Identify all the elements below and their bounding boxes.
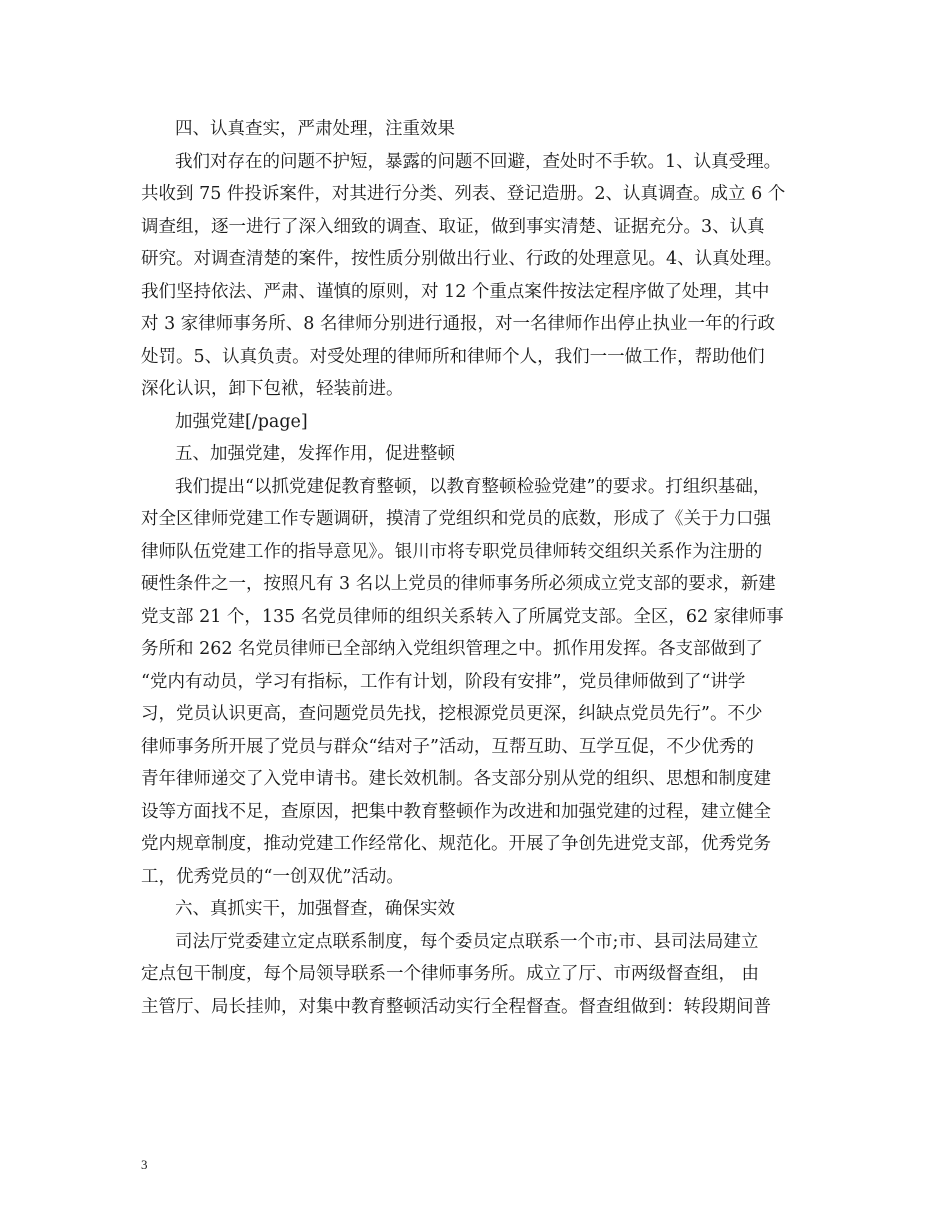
text-line: 对全区律师党建工作专题调研，摸清了党组织和党员的底数，形成了《关于力口强: [141, 509, 771, 529]
text-line: 硬性条件之一，按照凡有 3 名以上党员的律师事务所必须成立党支部的要求，新建: [141, 574, 776, 594]
text-line: 我们对存在的问题不护短，暴露的问题不回避，查处时不手软。1、认真受理。: [175, 151, 782, 172]
text-line: 律师事务所开展了党员与群众“结对子”活动，互帮互助、互学互促，不少优秀的: [141, 736, 754, 757]
text-line: “党内有动员，学习有指标，工作有计划，阶段有安排”，党员律师做到了“讲学: [141, 671, 746, 692]
text-line: 研究。对调查清楚的案件，按性质分别做出行业、行政的处理意见。4、认真处理。: [141, 249, 783, 269]
text-line: 主管厅、局长挂帅，对集中教育整顿活动实行全程督查。督查组做到：转段期间普: [141, 996, 771, 1017]
text-line: 律师队伍党建工作的指导意见》。银川市将专职党员律师转交组织关系作为注册的: [141, 541, 763, 562]
text-line: 司法厅党委建立定点联系制度，每个委员定点联系一个市;市、县司法局建立: [175, 931, 759, 952]
text-line: 务所和 262 名党员律师已全部纳入党组织管理之中。抓作用发挥。各支部做到了: [141, 639, 764, 659]
text-line: 党支部 21 个，135 名党员律师的组织关系转入了所属党支部。全区，62 家律师事: [141, 606, 784, 627]
text-line: 我们坚持依法、严肃、谨慎的原则，对 12 个重点案件按法定程序做了处理，其中: [141, 281, 770, 302]
text-line: 定点包干制度，每个局领导联系一个律师事务所。成立了厅、市两级督查组， 由: [141, 964, 760, 984]
text-line: 对 3 家律师事务所、8 名律师分别进行通报，对一名律师作出停止执业一年的行政: [141, 314, 775, 334]
text-line: 党内规章制度，推动党建工作经常化、规范化。开展了争创先进党支部，优秀党务: [141, 834, 771, 854]
text-line: 处罚。5、认真负责。对受处理的律师所和律师个人，我们一一做工作，帮助他们: [141, 346, 765, 367]
text-line: 共收到 75 件投诉案件，对其进行分类、列表、登记造册。2、认真调查。成立 6 个: [141, 184, 786, 204]
text-line: 六、真抓实干，加强督查，确保实效: [175, 899, 455, 919]
text-line: 四、认真查实，严肃处理，注重效果: [175, 119, 455, 139]
text-line: 工，优秀党员的“一创双优”活动。: [141, 866, 404, 887]
page-number: 3: [141, 1157, 148, 1172]
text-line: 五、加强党建，发挥作用，促进整顿: [175, 444, 455, 464]
text-line: 我们提出“以抓党建促教育整顿，以教育整顿检验党建”的要求。打组织基础，: [175, 476, 771, 497]
text-line: 青年律师递交了入党申请书。建长效机制。各支部分别从党的组织、思想和制度建: [141, 769, 771, 789]
text-line: 加强党建[/page]: [175, 411, 308, 432]
text-line: 调查组，逐一进行了深入细致的调查、取证，做到事实清楚、证据充分。3、认真: [141, 216, 765, 237]
document-body: [141, 113, 831, 1023]
text-line: 习，党员认识更高，查问题党员先找，挖根源党员更深，纠缺点党员先行”。不少: [141, 704, 763, 724]
text-line: 深化认识，卸下包袱，轻装前进。: [141, 379, 404, 399]
text-line: 设等方面找不足，查原因，把集中教育整顿作为改进和加强党建的过程，建立健全: [141, 801, 771, 822]
